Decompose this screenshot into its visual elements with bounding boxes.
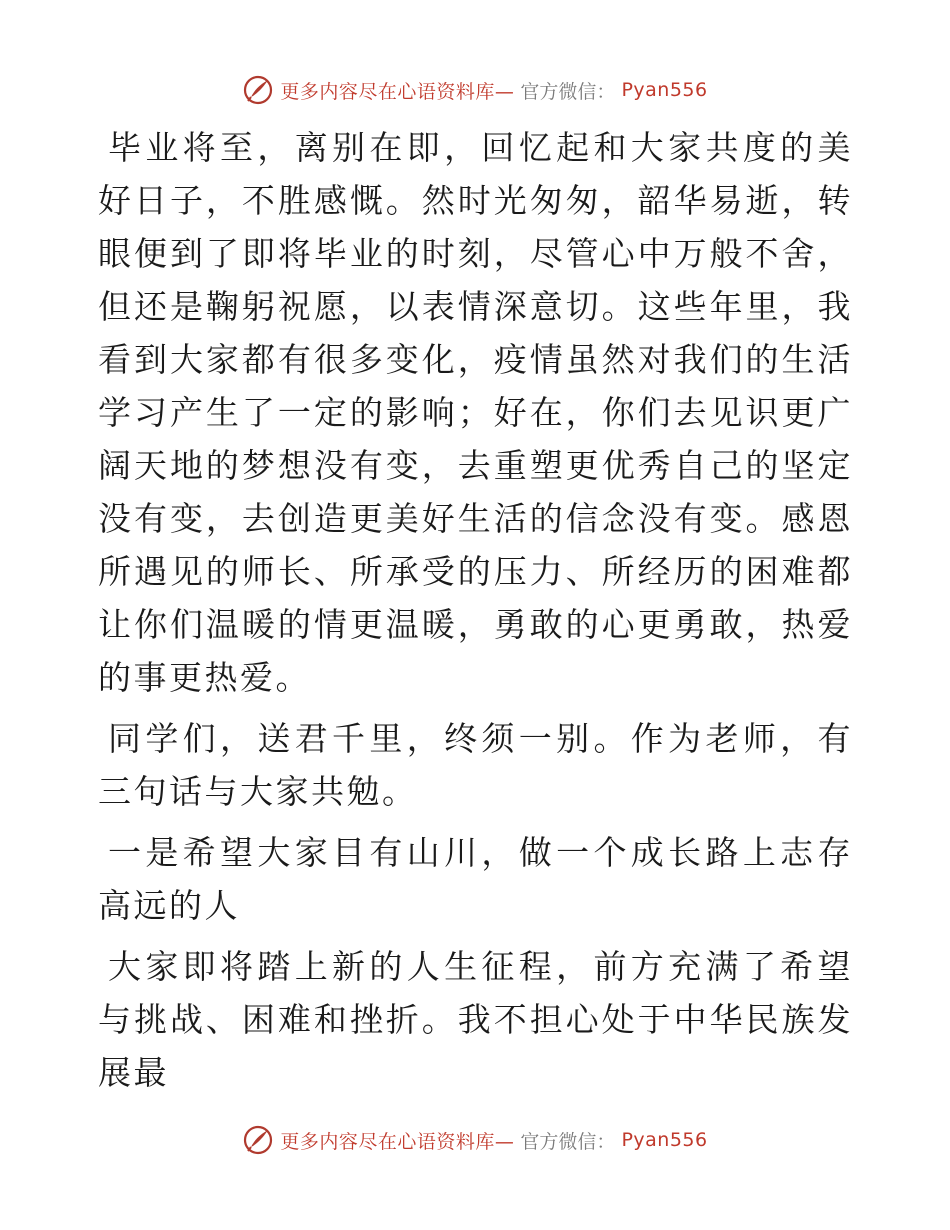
paragraph-3: 一是希望大家目有山川，做一个成长路上志存高远的人 bbox=[98, 833, 853, 925]
banner-text: 更多内容尽在心语资料库— bbox=[280, 80, 515, 103]
feather-pen-icon bbox=[242, 74, 274, 106]
banner-wechat-label: 官方微信： bbox=[520, 1130, 616, 1153]
header-banner bbox=[0, 70, 950, 110]
paragraph-1: 毕业将至，离别在即，回忆起和大家共度的美好日子，不胜感慨。然时光匆匆，韶华易逝，转眼便到了即将毕业的时刻，尽管心中万般不舍，但还是鞠躬祝愿，以表情深意切。这些年里，我看到大家都有很多变化，疫情虽然对我们的生活学习产生了一定的影响；好在，你们去见识更广阔天地的梦想没有变，去重塑更优秀自己的坚定没有变，去创造更美好生活的信念没有变。感恩所遇见的师长、所承受的压力、所经历的困难都让你们温暖的情更温暖，勇敢的心更勇敢，热爱的事更热爱。 bbox=[98, 128, 853, 697]
feather-pen-icon bbox=[242, 1124, 274, 1156]
document-body bbox=[98, 121, 853, 1107]
footer-banner bbox=[0, 1120, 950, 1160]
banner-wechat-label: 官方微信： bbox=[520, 80, 616, 103]
banner-wechat-id: Pyan556 bbox=[621, 79, 708, 101]
paragraph-4: 大家即将踏上新的人生征程，前方充满了希望与挑战、困难和挫折。我不担心处于中华民族发展最 bbox=[98, 947, 853, 1092]
banner-text: 更多内容尽在心语资料库— bbox=[280, 1130, 515, 1153]
banner-wechat-id: Pyan556 bbox=[621, 1129, 708, 1151]
paragraph-2: 同学们，送君千里，终须一别。作为老师，有三句话与大家共勉。 bbox=[98, 719, 853, 811]
